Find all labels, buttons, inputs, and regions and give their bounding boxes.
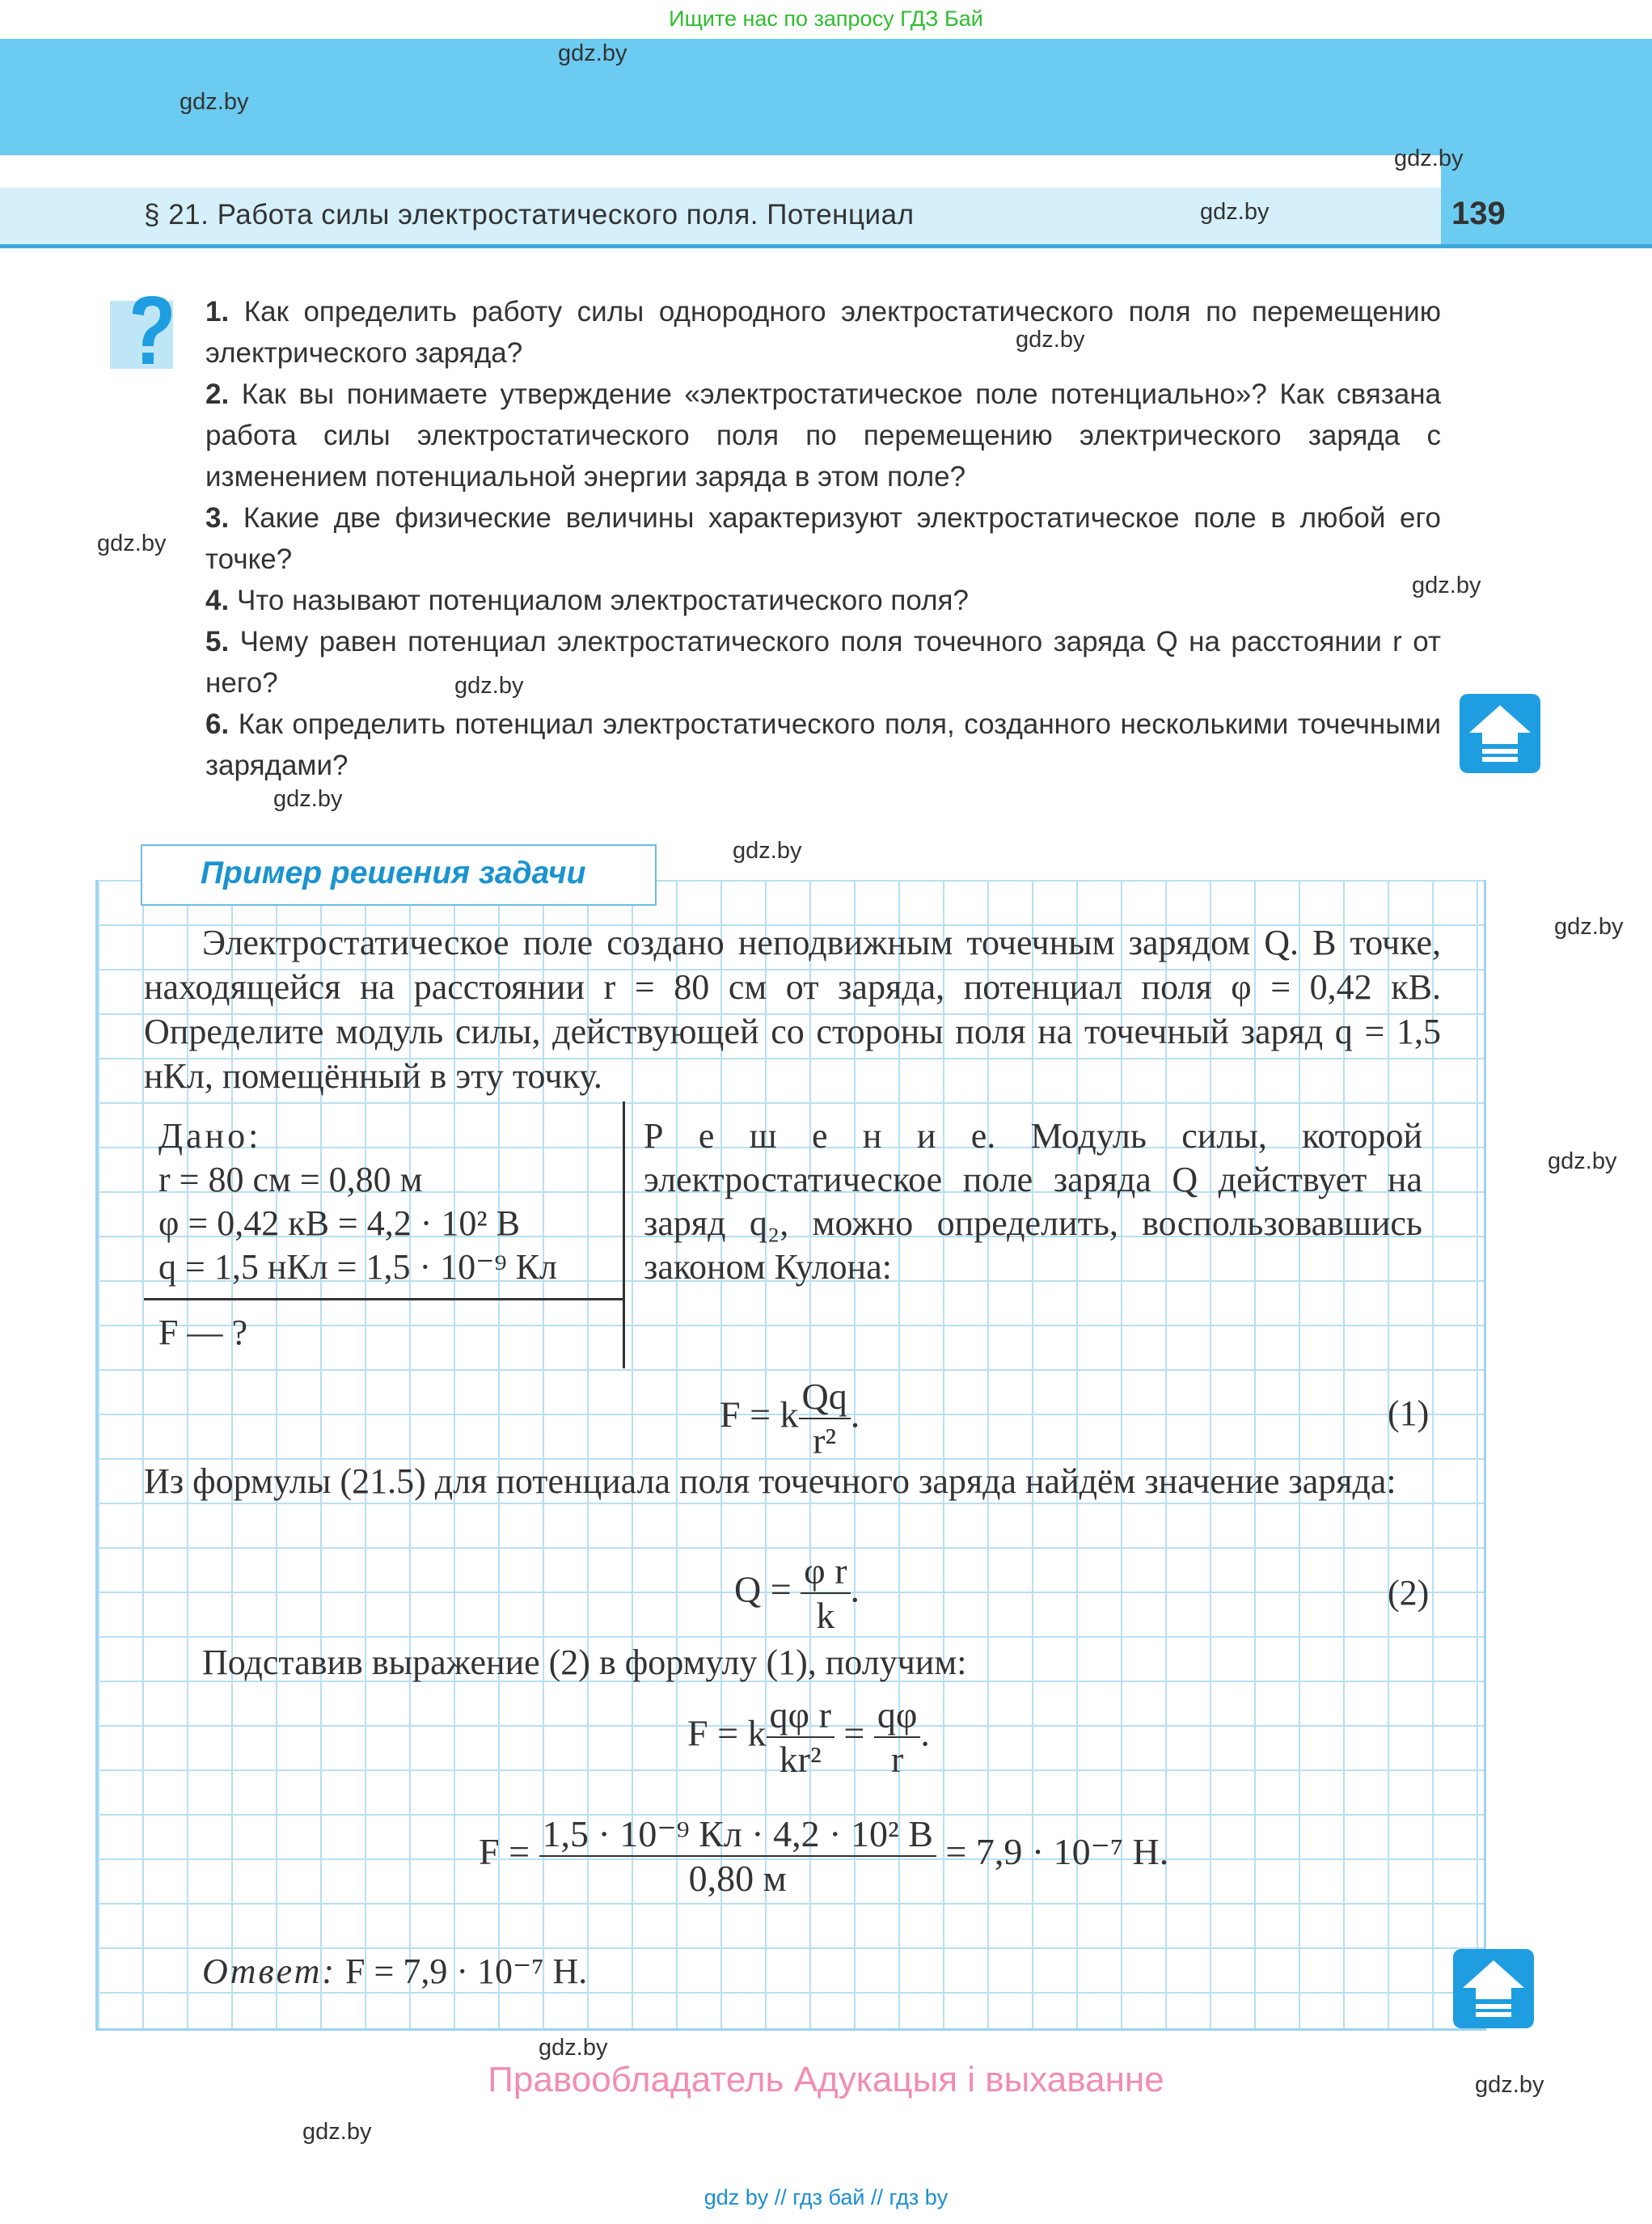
copyright-notice: Правообладатель Адукацыя і выхаванне	[488, 2060, 1164, 2099]
example-title-box	[141, 844, 657, 906]
given-item: r = 80 см = 0,80 м	[158, 1160, 423, 1199]
watermark: gdz.by	[1016, 327, 1085, 353]
formula-3: F = k $\frac{\text{qφ r}}{\text{kr²}}$ = $\frac{q\varphi}{r}$ .	[687, 1694, 930, 1780]
equation-number: (1)	[1388, 1393, 1430, 1433]
solution-intro: Р е ш е н и е. Модуль силы, которой электростатическое поле заряда Q действует на заряд q₂, можно определить, воспользовавшись законом Кулона:	[644, 1116, 1422, 1287]
watermark: gdz.by	[1200, 199, 1270, 225]
watermark: gdz.by	[180, 89, 249, 115]
question-item: 1. Как определить работу силы однородного электростатического поля по перемещению электрического заряда?	[205, 296, 1441, 369]
example-title: Пример решения задачи	[201, 856, 586, 890]
problem-statement: Электростатическое поле создано неподвижным точечным зарядом Q. В точке, находящейся на расстоянии r = 80 см от заряда, потенциал поля φ = 0,42 кВ. Определите модуль силы, действующей со стороны поля на точечный заряд q = 1,5 нКл, помещённый в эту точку.	[144, 923, 1441, 1096]
equation-number: (2)	[1388, 1573, 1430, 1613]
watermark: gdz.by	[302, 2119, 372, 2145]
arrow-up-icon	[1460, 694, 1540, 773]
arrow-up-icon	[1453, 1949, 1534, 2028]
watermark: gdz.by	[1554, 914, 1624, 940]
question-item: 5. Чему равен потенциал электростатического поля точечного заряда Q на расстоянии r от него?	[205, 626, 1441, 699]
question-mark-icon	[110, 290, 183, 378]
answer: Ответ: F = 7,9 · 10⁻⁷ Н.	[202, 1951, 588, 1991]
watermark: gdz.by	[454, 673, 524, 699]
watermark: gdz.by	[273, 786, 343, 812]
text-2: Из формулы (21.5) для потенциала поля точечного заряда найдём значение заряда:	[144, 1461, 1396, 1501]
given-divider	[144, 1298, 623, 1300]
given-item: q = 1,5 нКл = 1,5 · 10⁻⁹ Кл	[158, 1247, 558, 1287]
watermark: gdz.by	[733, 838, 802, 864]
text-3: Подставив выражение (2) в формулу (1), получим:	[202, 1643, 967, 1682]
top-banner[interactable]: Ищите нас по запросу ГДЗ Бай	[669, 6, 983, 31]
question-item: 2. Как вы понимаете утверждение «электростатическое поле потенциально»? Как связана работа силы электростатического поля по перемещению электрического заряда с изменением потенциальной энергии заряда в этом поле?	[205, 378, 1442, 493]
given-item: φ = 0,42 кВ = 4,2 · 10² В	[158, 1203, 520, 1243]
question-item: 3. Какие две физические величины характеризуют электростатическое поле в любой его точке?	[205, 502, 1441, 575]
given-separator	[623, 1101, 625, 1368]
formula-2: Q = $\frac{\text{φ r}}{k}$ .	[734, 1550, 860, 1636]
question-item: 4. Что называют потенциалом электростатического поля?	[205, 585, 969, 616]
formula-1: F = k $\frac{Qq}{\text{r²}}$ .	[720, 1376, 860, 1461]
scroll-up-button[interactable]	[1460, 694, 1540, 773]
watermark: gdz.by	[1412, 573, 1481, 598]
watermark: gdz.by	[539, 2035, 608, 2061]
formula-4: F = $\frac{\text{1,5 · 10⁻⁹ Кл · 4,2 · 10² В}}{0,80 м}$ = 7,9 · 10⁻⁷ Н.	[479, 1813, 1169, 1899]
watermark: gdz.by	[1475, 2072, 1544, 2098]
scroll-up-button[interactable]	[1453, 1949, 1534, 2028]
watermark: gdz.by	[558, 40, 627, 66]
watermark: gdz.by	[1394, 146, 1464, 171]
review-questions	[205, 291, 1441, 786]
watermark: gdz.by	[97, 531, 167, 556]
section-title: § 21. Работа силы электростатического поля. Потенциал	[144, 199, 915, 230]
given-label: Дано:	[158, 1116, 262, 1156]
page-number: 139	[1451, 196, 1506, 231]
given-block	[158, 1114, 623, 1289]
question-item: 6. Как определить потенциал электростатического поля, созданного несколькими точечными зарядами?	[205, 708, 1441, 781]
find-item: F — ?	[158, 1313, 247, 1352]
header-divider	[0, 244, 1652, 248]
watermark: gdz.by	[1548, 1148, 1617, 1174]
footer-links[interactable]: gdz by // гдз бай // гдз by	[703, 2185, 949, 2209]
